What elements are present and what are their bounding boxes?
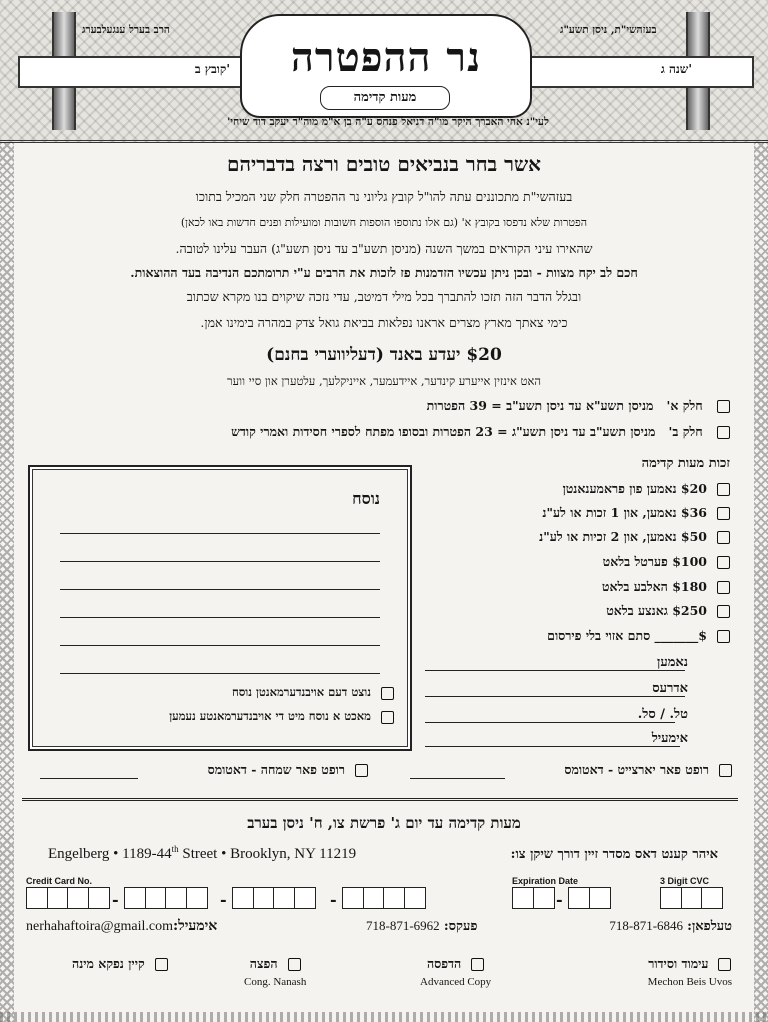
payment-deadline: מעות קדימה עד יום ג' פרשת צו, ח' ניסן בערב xyxy=(247,814,521,832)
option-checkbox[interactable] xyxy=(717,605,730,618)
exp-dash: - xyxy=(556,890,563,909)
cc-digit[interactable] xyxy=(88,887,110,909)
mailing-address: Engelberg • 1189-44th Street • Brooklyn, NY 11219 xyxy=(48,844,357,862)
simcha-label: רופט פאר שמחה - דאטומס xyxy=(207,762,345,777)
cc-group-1[interactable] xyxy=(26,887,108,909)
rabbi-name: הרב בערל ענגעלבערג xyxy=(82,24,170,36)
option-row[interactable] xyxy=(400,554,730,570)
footer-credit-en: Mechon Beis Uvos xyxy=(647,976,732,988)
simcha-callback[interactable] xyxy=(208,762,368,778)
part-a-checkbox[interactable] xyxy=(717,400,730,413)
option-label: $_______ סתם אזוי בלי פירסום xyxy=(547,628,707,643)
cvc-digit[interactable] xyxy=(681,887,703,909)
fax-label: פעקס: xyxy=(443,919,478,934)
nusach-option-2-checkbox[interactable] xyxy=(381,711,394,724)
option-checkbox[interactable] xyxy=(717,507,730,520)
cc-group-4[interactable] xyxy=(342,887,424,909)
option-row[interactable] xyxy=(400,579,730,595)
simcha-dates-field[interactable] xyxy=(40,778,138,779)
cc-digit[interactable] xyxy=(253,887,275,909)
yahrzeit-callback[interactable] xyxy=(564,762,732,778)
email-contact xyxy=(26,918,217,935)
dedication-text: לעי"נ אחי האברך היקר מו"ה דניאל פנחס ע"ה בן א"מ מוה"ר יעקב דוד שיחי' xyxy=(227,116,549,128)
fax-contact xyxy=(366,918,477,934)
right-band-text: שנה ג' xyxy=(660,62,692,76)
address-name: Engelberg xyxy=(48,846,110,862)
cc-digit[interactable] xyxy=(363,887,385,909)
address-field[interactable] xyxy=(425,696,685,697)
phone-contact xyxy=(609,918,732,934)
price-subline: האט אינזין אייערע קינדער, איידעמער, אייניקלעך, עלטערן און סיי ווער xyxy=(227,374,541,388)
cvc-boxes[interactable] xyxy=(660,887,722,909)
intro-line: שהאירו עיני הקוראים במשך השנה (מניסן תשע"ב עד ניסן תשע"ג) העבר עלינו לטובה. xyxy=(175,241,593,256)
option-label: $180 האלבע בלאט xyxy=(601,579,707,594)
option-checkbox[interactable] xyxy=(717,531,730,544)
footer-credit xyxy=(420,956,491,988)
address-number: 1189-44 xyxy=(122,846,172,862)
option-row[interactable] xyxy=(400,603,730,619)
header-date: בעזהשי"ת, ניסן תשע"ג xyxy=(560,24,657,36)
option-checkbox[interactable] xyxy=(717,556,730,569)
footer-credit-en: Cong. Nanash xyxy=(244,976,307,988)
page-subtitle: מעות קדימה xyxy=(320,86,450,110)
nusach-line[interactable] xyxy=(60,617,380,618)
option-row[interactable] xyxy=(400,628,730,644)
cc-digit[interactable] xyxy=(294,887,316,909)
options-title: זכות מעות קדימה xyxy=(641,456,730,471)
footer-checkbox[interactable] xyxy=(288,958,301,971)
expiration-month[interactable] xyxy=(512,887,553,909)
intro-line: בעזהשי"ת מתכוננים עתה להו"ל קובץ גליוני נר ההפטרה חלק שני המכיל בתוכו xyxy=(195,189,573,204)
cc-dash: - xyxy=(330,890,337,909)
nusach-option-2-label: מאכט א נוסח מיט די אויבנדערמאנטע נעמען xyxy=(169,709,371,723)
footer-credit xyxy=(72,956,168,972)
footer-credit xyxy=(648,956,732,988)
left-band-text: קובץ ב' xyxy=(194,62,230,76)
email-field[interactable] xyxy=(425,746,680,747)
cc-digit[interactable] xyxy=(47,887,69,909)
credit-card-label: Credit Card No. xyxy=(26,876,93,886)
part-b-text: מניסן תשע"ב עד ניסן תשע"ג = 23 הפטרות ובסופו מפתח לספרי חסידות ואמרי קודש xyxy=(231,424,656,439)
nusach-option-1-label: נוצט דעם אויבנדערמאנטן נוסח xyxy=(231,685,371,699)
section-divider xyxy=(22,798,738,801)
address-label: אדרעס xyxy=(652,681,688,696)
option-row[interactable] xyxy=(400,529,730,545)
phone-label: טל. / סל. xyxy=(637,707,688,722)
email-contact-label: אימעיל: xyxy=(173,918,218,934)
phone-number: 718-871-6846 xyxy=(609,918,684,933)
footer-credit-he: הדפסה xyxy=(426,956,462,971)
cc-digit[interactable] xyxy=(26,887,48,909)
intro-line: כימי צאתך מארץ מצרים אראנו נפלאות בביאת גואל צדק במהרה בימינו אמן. xyxy=(200,315,568,330)
part-a-text: מניסן תשע"א עד ניסן תשע"ב = 39 הפטרות xyxy=(426,398,654,413)
nusach-option-2[interactable] xyxy=(169,709,394,724)
cc-digit[interactable] xyxy=(67,887,89,909)
part-b-label: חלק ב' xyxy=(668,424,703,439)
nusach-line[interactable] xyxy=(60,645,380,646)
expiration-year[interactable] xyxy=(568,887,609,909)
cc-digit[interactable] xyxy=(342,887,364,909)
nusach-option-1-checkbox[interactable] xyxy=(381,687,394,700)
intro-line: ובגלל הדבר הזה תזכו להתברך בכל מילי דמיטב, עדי נזכה שיקוים בנו מקרא שכתוב xyxy=(186,289,582,304)
part-a-label: חלק א' xyxy=(666,398,703,413)
part-a-row[interactable] xyxy=(70,398,730,414)
yahrzeit-checkbox[interactable] xyxy=(719,764,732,777)
option-checkbox[interactable] xyxy=(717,630,730,643)
yahrzeit-dates-field[interactable] xyxy=(410,778,505,779)
fax-number: 718-871-6962 xyxy=(366,918,440,933)
cc-digit[interactable] xyxy=(124,887,146,909)
exp-digit[interactable] xyxy=(512,887,534,909)
exp-digit[interactable] xyxy=(533,887,555,909)
send-to-label: איהר קענט דאס מסדר זיין דורך שיקן צו: xyxy=(510,847,718,862)
footer-checkbox[interactable] xyxy=(155,958,168,971)
footer-checkbox[interactable] xyxy=(471,958,484,971)
option-label: $250 גאנצע בלאט xyxy=(606,603,707,618)
part-b-checkbox[interactable] xyxy=(717,426,730,439)
option-label: $20 נאמען פון פראמענאנטן xyxy=(562,481,707,496)
nusach-option-1[interactable] xyxy=(232,685,394,700)
address-ordinal: th xyxy=(171,844,179,854)
cc-digit[interactable] xyxy=(273,887,295,909)
cc-dash: - xyxy=(112,890,119,909)
nusach-line[interactable] xyxy=(60,561,380,562)
simcha-checkbox[interactable] xyxy=(355,764,368,777)
option-label: $100 פערטל בלאט xyxy=(602,554,707,569)
footer-checkbox[interactable] xyxy=(718,958,731,971)
intro-line: הפטרות שלא נדפסו בקובץ א' (גם אלו נתוספו הוספות חשובות ומועילות ופנים חדשות באו לכאן) xyxy=(180,216,588,229)
nusach-title: נוסח xyxy=(352,489,380,508)
cc-digit[interactable] xyxy=(165,887,187,909)
option-checkbox[interactable] xyxy=(717,483,730,496)
phone-field[interactable] xyxy=(425,722,675,723)
exp-digit[interactable] xyxy=(568,887,590,909)
cc-digit[interactable] xyxy=(186,887,208,909)
footer-credit-en: Advanced Copy xyxy=(420,976,492,988)
page-title: נר ההפטרה xyxy=(290,34,482,81)
expiration-label: Expiration Date xyxy=(512,876,579,886)
bottom-decorative-border xyxy=(0,1012,768,1022)
address-rest: Street • Brooklyn, NY 11219 xyxy=(182,846,357,862)
phone-contact-label: טעלפאן: xyxy=(687,919,732,934)
name-field[interactable] xyxy=(425,670,685,671)
email-address[interactable]: nerhahaftoira@gmail.com xyxy=(26,919,173,934)
nusach-line[interactable] xyxy=(60,533,380,534)
exp-digit[interactable] xyxy=(589,887,611,909)
footer-credit-he: קיין נפקא מינה xyxy=(72,956,145,971)
option-checkbox[interactable] xyxy=(717,581,730,594)
cvc-digit[interactable] xyxy=(660,887,682,909)
option-row[interactable] xyxy=(400,505,730,521)
price-headline: $20 יעדע באנד (דעליווערי בחנם) xyxy=(266,345,502,365)
left-decorative-border xyxy=(0,140,14,1022)
cc-digit[interactable] xyxy=(383,887,405,909)
nusach-box[interactable] xyxy=(28,465,412,751)
cc-digit[interactable] xyxy=(404,887,426,909)
right-decorative-border xyxy=(754,140,768,1022)
name-label: נאמען xyxy=(657,655,688,670)
intro-line: חכם לב יקח מצוות - ובכן ניתן עכשיו הזדמנות פז לזכות את הרבים ע"י תרומתכם הנדיבה בעד ההוצאות. xyxy=(130,265,638,280)
option-label: $36 נאמען, און 1 זכות או לע"נ xyxy=(542,505,707,520)
cvc-digit[interactable] xyxy=(701,887,723,909)
cc-dash: - xyxy=(220,890,227,909)
cc-group-2[interactable] xyxy=(124,887,206,909)
cvc-label: 3 Digit CVC xyxy=(660,876,710,886)
intro-heading: אשר בחר בנביאים טובים ורצה בדבריהם xyxy=(227,152,541,176)
right-band xyxy=(530,56,754,88)
yahrzeit-label: רופט פאר יארצייט - דאטומס xyxy=(564,762,709,777)
footer-credit xyxy=(244,956,306,988)
cc-group-3[interactable] xyxy=(232,887,314,909)
cc-digit[interactable] xyxy=(232,887,254,909)
part-b-row[interactable] xyxy=(70,424,730,440)
email-label: אימעיל xyxy=(651,731,688,746)
option-row[interactable] xyxy=(400,481,730,497)
footer-credit-he: עימוד וסידור xyxy=(648,956,709,971)
nusach-line[interactable] xyxy=(60,673,380,674)
nusach-line[interactable] xyxy=(60,589,380,590)
option-label: $50 נאמען, און 2 זכיות או לע"נ xyxy=(539,529,707,544)
header-banner xyxy=(0,0,768,143)
cc-digit[interactable] xyxy=(145,887,167,909)
left-band xyxy=(18,56,242,88)
footer-credit-he: הפצה xyxy=(249,956,278,971)
